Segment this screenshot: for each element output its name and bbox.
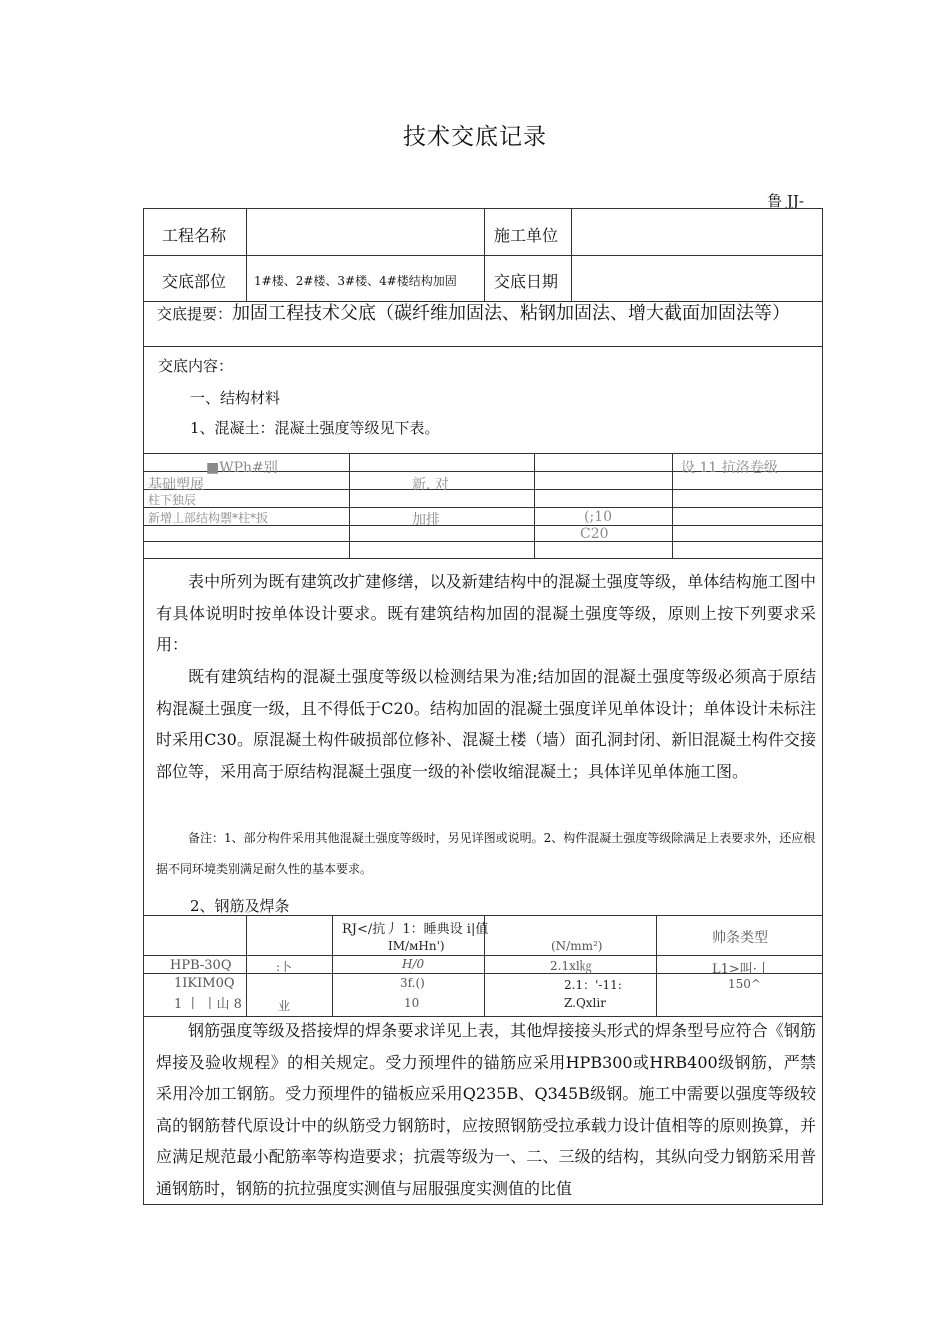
- document-number: 鲁 JJ-: [767, 192, 804, 210]
- summary-label: 交底提要：: [157, 305, 233, 323]
- construction-unit-label: 施工单位: [494, 226, 559, 245]
- project-name-label: 工程名称: [162, 226, 227, 245]
- table-cell: :卜: [276, 960, 293, 974]
- concrete-requirements: 既有建筑结构的混凝土强度等级以检测结果为准;结加固的混凝土强度等级必须高于原结构混凝土强度一级，且不得低于C20。结构加固的混凝土强度详见单体设计；单体设计未标注时采用C30。原混凝土构件破损部位修补、混凝土楼（墙）面孔洞封闭、新旧混凝土构件交接部位等，采用高于原结构混凝土强度一级的补偿收缩混凝土；具体详见单体施工图。: [156, 667, 816, 781]
- rebar-welding-table: [144, 915, 823, 1017]
- section-structural-materials: 一、结构材料: [190, 389, 281, 407]
- concrete-explanation: 表中所列为既有建筑改扩建修缮，以及新建结构中的混凝土强度等级，单体结构施工图中有具体说明时按单体设计要求。既有建筑结构加固的混凝土强度等级，原则上按下列要求采用：: [156, 572, 816, 654]
- date-label: 交底日期: [494, 272, 559, 291]
- table-cell: 业: [278, 999, 291, 1013]
- concrete-grade-table: [144, 453, 823, 559]
- table-cell: 基础塑展: [148, 477, 204, 493]
- table-cell: H/0: [402, 957, 425, 971]
- table-cell: 柱下独辰: [148, 493, 197, 507]
- table-cell: (;10: [584, 509, 612, 525]
- table-header-cell: (N/mm²): [551, 939, 603, 953]
- table-cell: Z.Qxlir: [564, 996, 606, 1010]
- summary: [149, 304, 814, 324]
- content-label: 交底内容：: [158, 357, 234, 375]
- table-cell: 1 丨 丨山 8: [174, 997, 242, 1012]
- table-cell: 10: [404, 996, 420, 1010]
- table-cell: 3f.(): [400, 976, 425, 990]
- table-cell: 150^: [728, 977, 761, 991]
- table-header-cell: ■WPh#别: [206, 460, 278, 476]
- disclosure-form: [143, 208, 823, 1205]
- concrete-note: 备注：1、部分构件采用其他混凝土强度等级时，另见详图或说明。2、构件混凝土强度等级除满足上表要求外，还应根据不同环境类别满足耐久性的基本要求。: [156, 831, 816, 876]
- table-header-cell: RJ</抗丿 1：睡典设 i|值: [342, 922, 489, 937]
- table-cell: 2.1xl㎏: [550, 959, 592, 973]
- summary-text: 加固工程技术父底（碳纤维加固法、粘钢加固法、增大截面加固法等）: [232, 303, 791, 324]
- table-cell: C20: [580, 526, 609, 542]
- document-title: 技术交底记录: [403, 124, 547, 150]
- table-cell: HPB-30Q: [170, 958, 232, 973]
- table-cell: 新增丄部结构禦*柱*扳: [148, 511, 269, 525]
- table-cell: 1IKIM0Q: [174, 976, 235, 991]
- location-value: 1#楼、2#楼、3#楼、4#楼结构加固: [254, 274, 457, 288]
- table-cell: L1>叫·亅: [712, 962, 770, 977]
- rebar-requirements: 钢筋强度等级及搭接焊的焊条要求详见上表，其他焊接接头形式的焊条型号应符合《钢筋焊接及验收规程》的相关规定。受力预埋件的锚筋应采用HPB300或HRB400级钢筋，严禁采用冷加工钢筋。受力预埋件的锚板应采用Q235B、Q345B级钢。施工中需要以强度等级较高的钢筋替代原设计中的纵筋受力钢筋时，应按照钢筋受拉承载力设计值相等的原则换算，并应满足规范最小配筋率等构造要求；抗震等级为一、二、三级的结构，其纵向受力钢筋采用普通钢筋时，钢筋的抗拉强度实测值与屈服强度实测值的比值: [156, 1021, 816, 1198]
- table-cell: 加排: [412, 512, 440, 528]
- location-label: 交底部位: [162, 272, 227, 291]
- subsection-concrete: 1、混凝土：混凝土强度等级见下表。: [190, 419, 440, 437]
- table-header-cell: IM/мHn'): [388, 939, 445, 953]
- table-cell: 2.1：'-11:: [564, 978, 622, 992]
- table-header-cell: 设 11 抗洛卷级: [681, 460, 778, 476]
- table-cell: 新. 对: [412, 477, 449, 493]
- subsection-rebar-welding: 2、钢筋及焊条: [190, 897, 290, 915]
- table-header-cell: 帅条类型: [712, 930, 768, 946]
